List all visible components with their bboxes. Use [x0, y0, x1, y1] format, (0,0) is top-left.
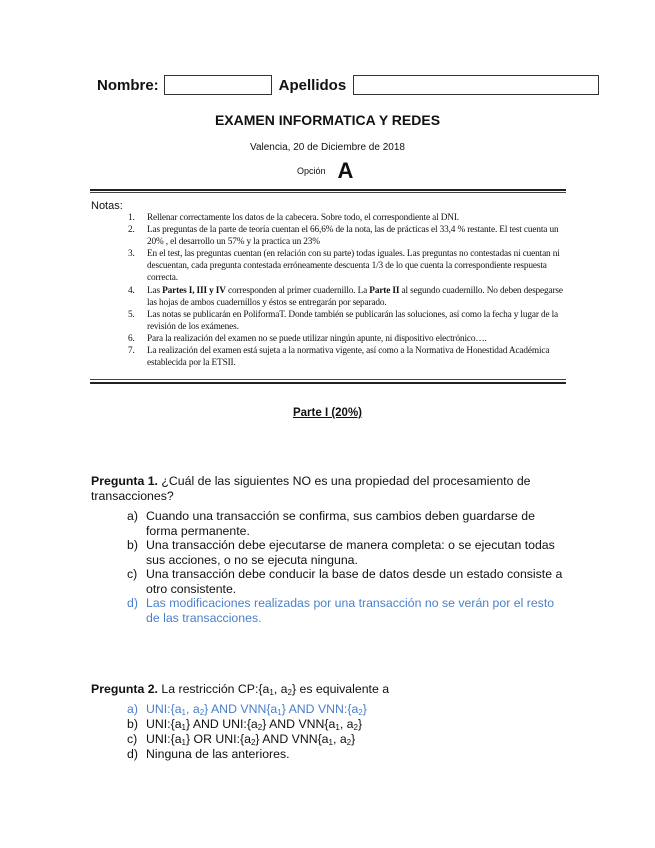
answer-option[interactable]: a) Cuando una transacción se confirma, sus cambios deben guardarse de forma permanente. — [127, 509, 535, 538]
name-field[interactable] — [164, 75, 272, 95]
surname-field[interactable] — [353, 75, 599, 95]
note-item: 7. La realización del examen está sujeta a la normativa vigente, así como a la Normativa de Honestidad Académica establecida por la ETSII. — [128, 346, 550, 369]
note-item: 6. Para la realización del examen no se puede utilizar ningún apunte, ni dispositivo electrónico…. — [128, 333, 487, 344]
question-2-text: La restricción $CP:\{a_1$, $a_2$} es equivalente a — [157, 682, 390, 697]
exam-date: Valencia, 20 de Diciembre de 2018 — [250, 142, 405, 153]
question-2-label: Pregunta 2. — [91, 682, 158, 696]
question-2-answers — [127, 702, 567, 762]
exam-title: EXAMEN INFORMATICA Y REDES — [214, 112, 441, 128]
answer-option[interactable]: b) Una transacción debe ejecutarse de manera completa: o se ejecutan todas sus acciones, o no se ejecuta ninguna. — [127, 538, 555, 567]
question-2 — [91, 682, 571, 697]
bottom-divider-thin — [90, 379, 566, 380]
answer-option[interactable]: c) $UNI:\{a_1\}$ OR $UNI:\{a_2\}$ AND $VNN\{a_1$, $a_2$} — [127, 732, 356, 747]
notes-label: Notas: — [91, 200, 123, 212]
answer-option[interactable]: c) Una transacción debe conducir la base de datos desde un estado consiste a otro consistente. — [127, 567, 563, 596]
option-letter: A — [337, 158, 354, 183]
part-title: Parte I (20%) — [292, 407, 363, 419]
top-divider — [90, 189, 566, 191]
question-1-label: Pregunta 1. — [91, 474, 158, 488]
note-item: 5. Las notas se publicarán en PoliformaT. Donde también se publicarán las soluciones, así como la fecha y lugar de la revisión de los exámenes. — [128, 309, 559, 332]
exam-option — [297, 158, 353, 184]
answer-option-correct[interactable]: a) $UNI:\{a_1$, $a_2$} AND $VNN\{a_1\}$ AND $VNN:\{a_2\}$ — [127, 702, 367, 717]
answer-option[interactable]: d) Ninguna de las anteriores. — [127, 747, 290, 761]
answer-option[interactable]: b) $UNI:\{a_1\}$ AND $UNI:\{a_2\}$ AND $VNN\{a_1$, $a_2$} — [127, 717, 363, 732]
question-1-text: ¿Cuál de las siguientes NO es una propiedad del procesamiento de transacciones? — [91, 474, 531, 503]
question-1 — [91, 474, 571, 504]
option-label: Opción — [297, 166, 326, 176]
name-row — [97, 75, 599, 95]
name-label: Nombre: — [97, 76, 159, 94]
note-item: 2. Las preguntas de la parte de teoría cuentan el 66,6% de la nota, las de prácticas el 33,4 % restante. El test cuenta un 20% , el desarrollo un 57% y la practica un 23% — [128, 225, 559, 248]
note-item: 4. Las Partes I, III y IV corresponden al primer cuadernillo. La Parte II al segundo cuadernillo. No deben despegarse las hojas de ambos cuadernillos y éstos se entregarán por separado. — [128, 285, 563, 308]
bottom-divider — [90, 382, 566, 384]
note-item: 3. En el test, las preguntas cuentan (en relación con su parte) todas iguales. Las preguntas no contestadas ni cuentan ni descuentan, cada pregunta contestada erróneamente descuenta 1/3 de lo que cuenta la correspondiente respuesta correcta. — [128, 249, 560, 284]
notes-list — [128, 212, 564, 369]
surname-label: Apellidos — [278, 76, 347, 94]
answer-option-correct[interactable]: d) Las modificaciones realizadas por una transacción no se verán por el resto de las transacciones. — [127, 596, 555, 625]
note-item: 1. Rellenar correctamente los datos de la cabecera. Sobre todo, el correspondiente al DNI. — [128, 213, 459, 223]
question-1-answers — [127, 509, 567, 625]
top-divider-thin — [90, 192, 566, 193]
